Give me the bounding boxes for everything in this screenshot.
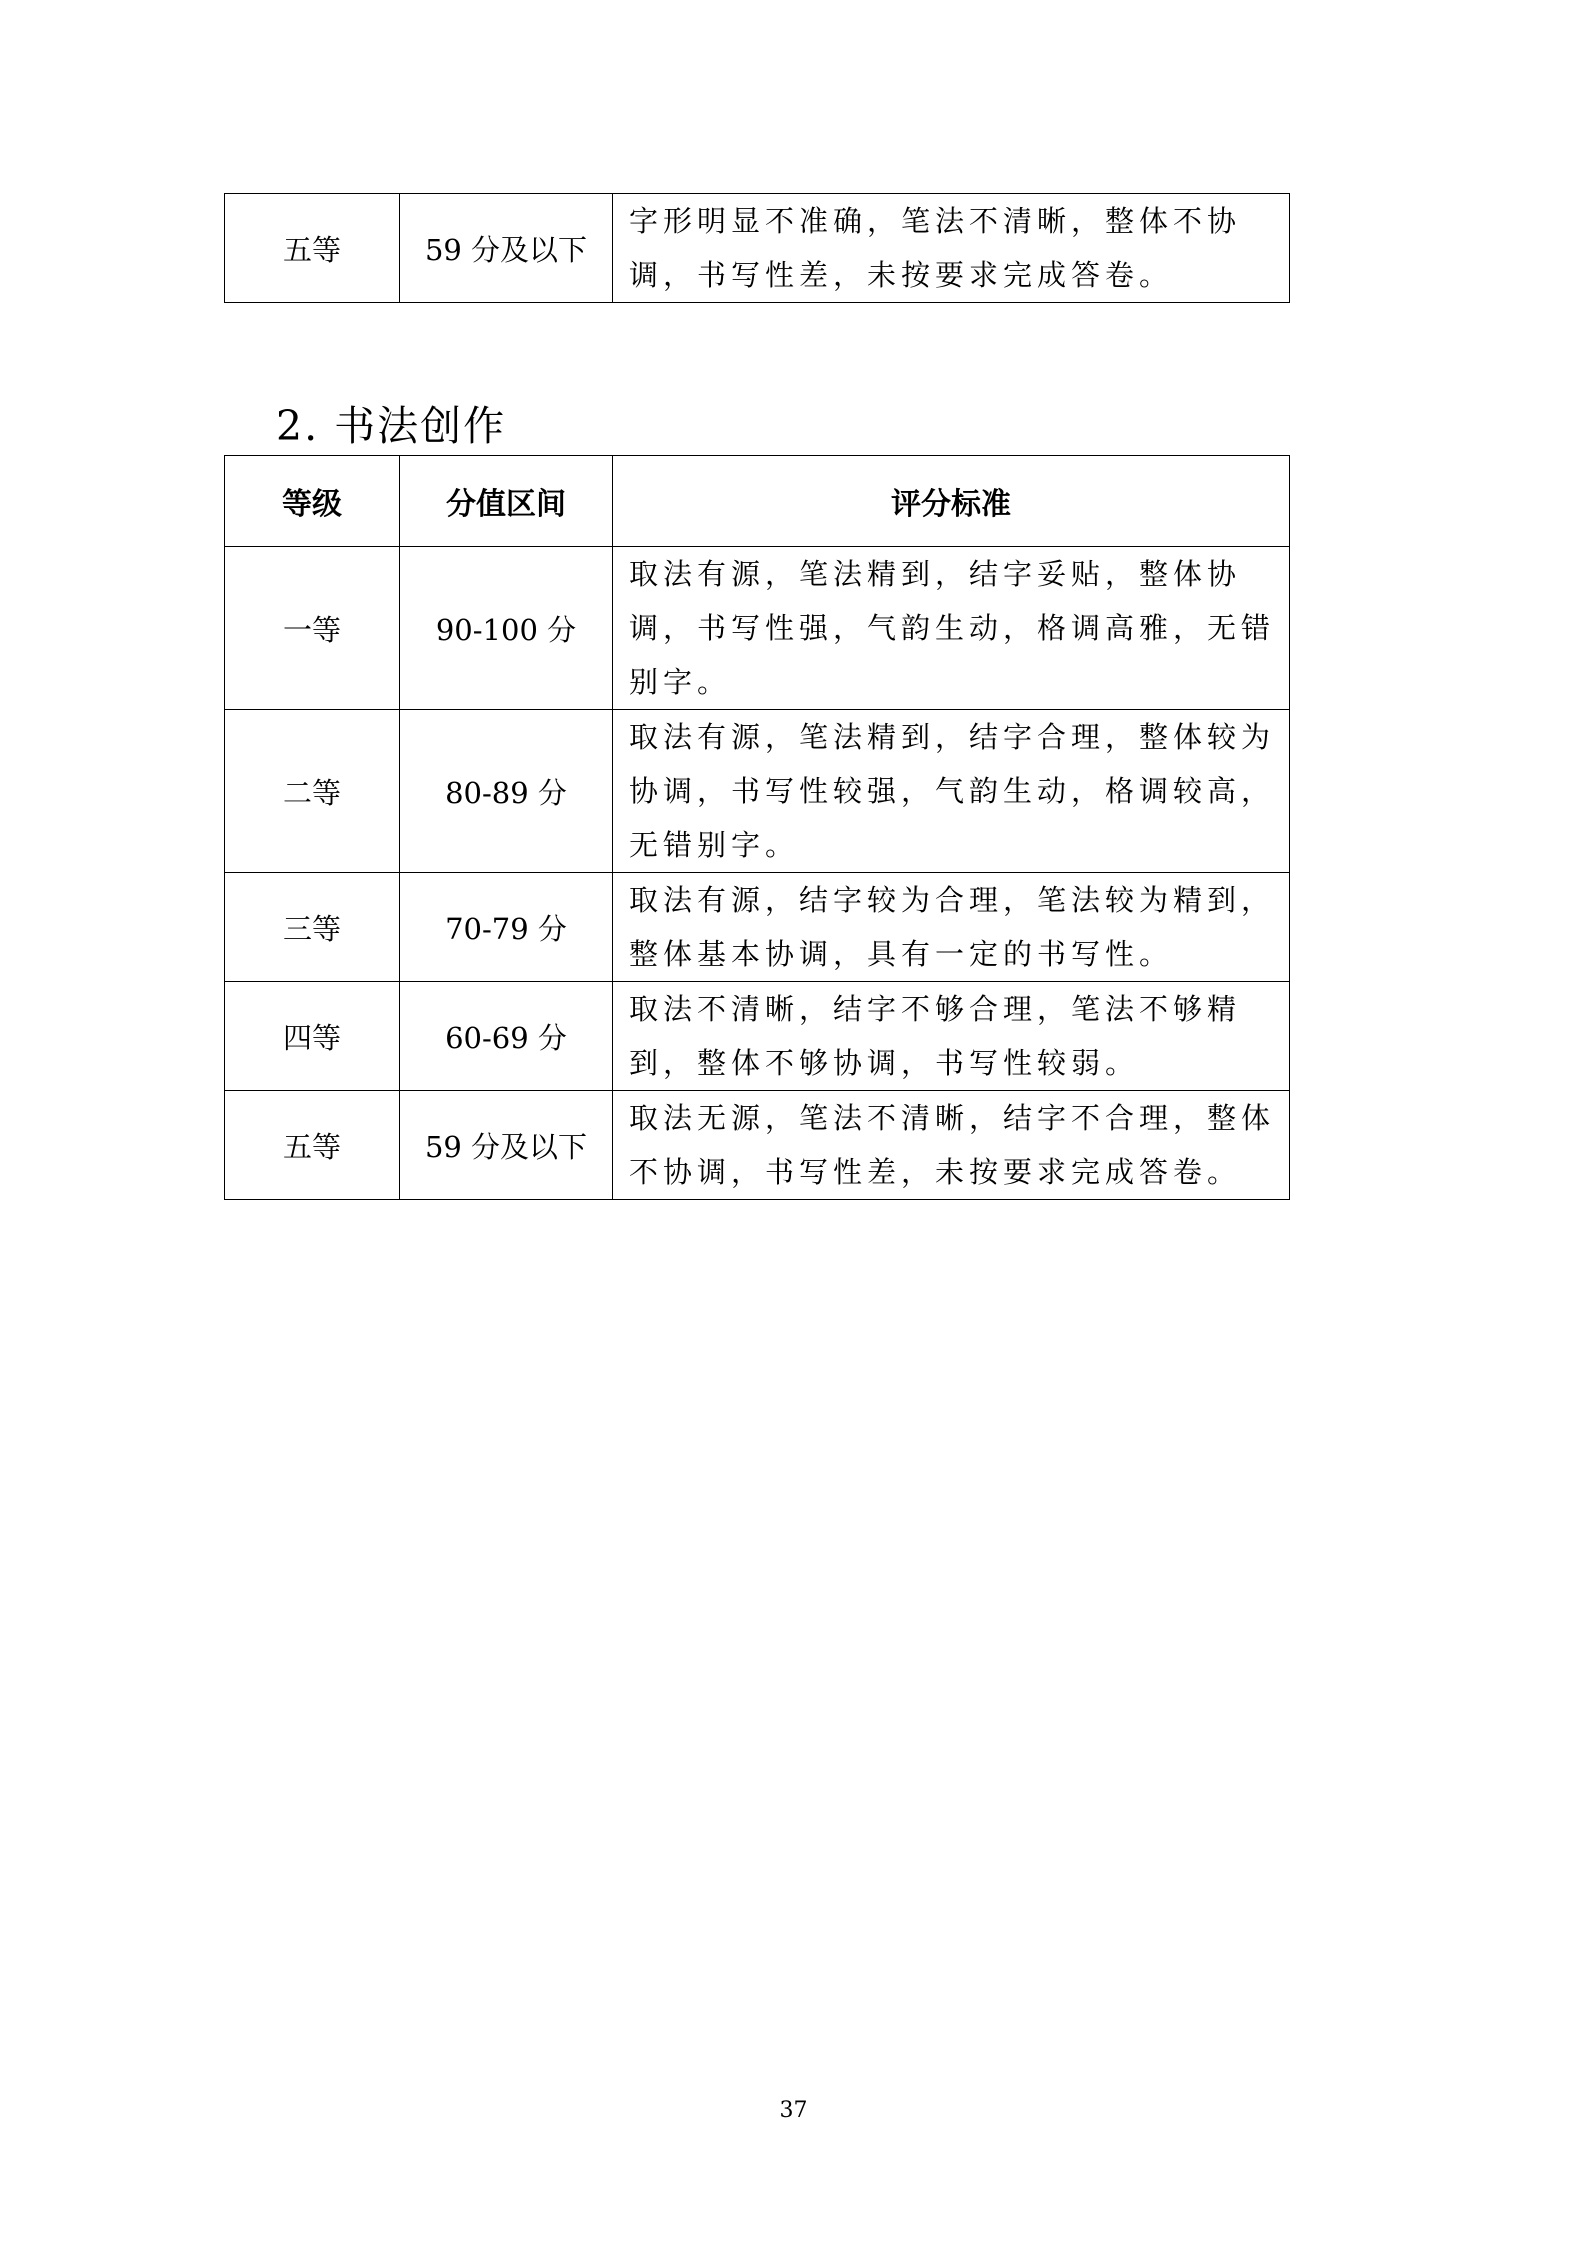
- criteria-cell: 取法不清晰，结字不够合理，笔法不够精到，整体不够协调，书写性较弱。: [613, 982, 1290, 1091]
- table-header-row: [225, 456, 1290, 547]
- table-row: [225, 873, 1290, 982]
- table-row: [225, 982, 1290, 1091]
- grade-cell: 二等: [225, 710, 400, 873]
- table-row: [225, 710, 1290, 873]
- header-criteria: 评分标准: [613, 456, 1290, 547]
- grading-table-continued: [224, 193, 1290, 303]
- score-range-cell: 80-89 分: [400, 710, 613, 873]
- score-range-cell: 90-100 分: [400, 547, 613, 710]
- section-title: 2. 书法创作: [276, 402, 507, 450]
- grade-cell: 五等: [225, 1091, 400, 1200]
- grade-cell: 四等: [225, 982, 400, 1091]
- grade-cell: 一等: [225, 547, 400, 710]
- score-range-cell: 59 分及以下: [400, 1091, 613, 1200]
- grade-cell: 三等: [225, 873, 400, 982]
- criteria-cell: 取法有源，笔法精到，结字合理，整体较为协调，书写性较强，气韵生动，格调较高，无错别字。: [613, 710, 1290, 873]
- header-score-range: 分值区间: [400, 456, 613, 547]
- criteria-cell: 字形明显不准确，笔法不清晰，整体不协调，书写性差，未按要求完成答卷。: [613, 194, 1290, 303]
- score-range-cell: 59 分及以下: [400, 194, 613, 303]
- page-number: 37: [779, 2098, 808, 2123]
- score-range-cell: 70-79 分: [400, 873, 613, 982]
- criteria-cell: 取法有源，结字较为合理，笔法较为精到，整体基本协调，具有一定的书写性。: [613, 873, 1290, 982]
- table-row: [225, 1091, 1290, 1200]
- grade-cell: 五等: [225, 194, 400, 303]
- table-row: [225, 547, 1290, 710]
- header-grade: 等级: [225, 456, 400, 547]
- criteria-cell: 取法有源，笔法精到，结字妥贴，整体协调，书写性强，气韵生动，格调高雅，无错别字。: [613, 547, 1290, 710]
- criteria-cell: 取法无源，笔法不清晰，结字不合理，整体不协调，书写性差，未按要求完成答卷。: [613, 1091, 1290, 1200]
- table-row: [225, 194, 1290, 303]
- score-range-cell: 60-69 分: [400, 982, 613, 1091]
- calligraphy-creation-grading-table: [224, 455, 1290, 1200]
